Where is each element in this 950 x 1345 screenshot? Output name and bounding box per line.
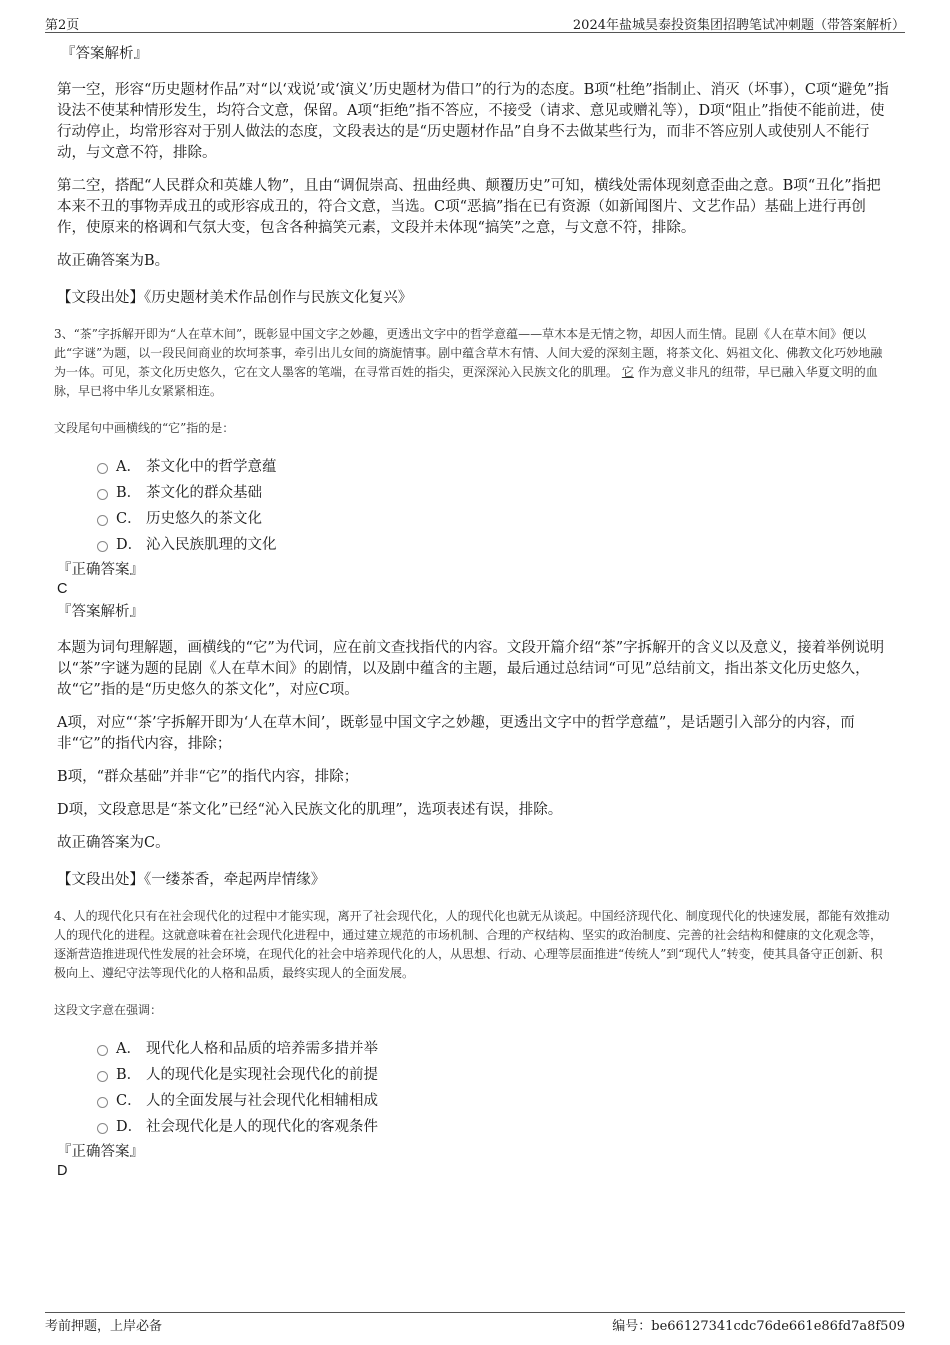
radio-icon[interactable]	[97, 489, 108, 500]
q4-option-c[interactable]: C． 人的全面发展与社会现代化相辅相成	[97, 1086, 892, 1112]
q3-analysis-3: B项，“群众基础”并非“它”的指代内容，排除；	[57, 769, 359, 785]
q3-option-b[interactable]: B． 茶文化的群众基础	[97, 478, 892, 504]
page-number: 第2页	[45, 18, 80, 33]
q4-answer-label: 『正确答案』	[57, 1144, 144, 1160]
q3-prompt: 文段尾句中画横线的“它”指的是：	[54, 421, 235, 435]
radio-icon[interactable]	[97, 463, 108, 474]
q3-passage-after: 作为意义非凡的纽带，早已融入华夏文明的血脉，早已将中华儿女紧紧相连。	[54, 365, 878, 398]
q4-option-d[interactable]: D． 社会现代化是人的现代化的客观条件	[97, 1112, 892, 1138]
footer-slogan: 考前押题，上岸必备	[45, 1319, 163, 1334]
document-title: 2024年盐城昊泰投资集团招聘笔试冲刺题（带答案解析）	[572, 18, 905, 33]
q3-option-d[interactable]: D． 沁入民族肌理的文化	[97, 530, 892, 556]
q4-options	[97, 1034, 892, 1138]
q3-option-a[interactable]: A． 茶文化中的哲学意蕴	[97, 452, 892, 478]
q2-analysis-paragraph-2: 第二空，搭配“人民群众和英雄人物”，且由“调侃崇高、扭曲经典、颠覆历史”可知，横线处需体现刻意歪曲之意。B项“丑化”指把本来不丑的事物弄成丑的或形容成丑的，符合文意，当选。C项“恶搞”指在已有资源（如新闻图片、文艺作品）基础上进行再创作，使原来的格调和气氛大变，包含各种搞笑元素，文段并未体现“搞笑”之意，与文意不符，排除。	[57, 178, 881, 236]
q3-answer: C	[57, 581, 68, 597]
q3-passage	[54, 325, 892, 401]
q3-options	[97, 452, 892, 556]
q3-analysis-4: D项，文段意思是“茶文化”已经“沁入民族文化的肌理”，选项表述有误，排除。	[57, 802, 563, 818]
radio-icon[interactable]	[97, 1045, 108, 1056]
q2-source: 【文段出处】《历史题材美术作品创作与民族文化复兴》	[57, 290, 413, 306]
q3-analysis-2: A项，对应“‘茶’字拆解开即为‘人在草木间’，既彰显中国文字之妙趣，更透出文字中的哲学意蕴”，是话题引入部分的内容，而非“它”的指代内容，排除；	[57, 715, 855, 752]
document-id: 编号：be66127341cdc76de661e86fd7a8f509	[612, 1319, 905, 1334]
q4-prompt: 这段文字意在强调：	[54, 1003, 163, 1017]
q4-option-b[interactable]: B． 人的现代化是实现社会现代化的前提	[97, 1060, 892, 1086]
radio-icon[interactable]	[97, 541, 108, 552]
q2-analysis-conclusion: 故正确答案为B。	[57, 253, 170, 269]
document-body	[54, 44, 892, 1184]
q3-analysis-1: 本题为词句理解题，画横线的“它”为代词，应在前文查找指代的内容。文段开篇介绍“茶”字拆解开的含义以及意义，接着举例说明以“茶”字谜为题的昆剧《人在草木间》的剧情，以及剧中蕴含的主题，最后通过总结词“可见”总结前文，指出茶文化历史悠久，故“它”指的是“历史悠久的茶文化”，对应C项。	[57, 640, 885, 698]
q3-analysis-label: 『答案解析』	[57, 604, 144, 620]
q3-analysis-conclusion: 故正确答案为C。	[57, 835, 170, 851]
q3-answer-label: 『正确答案』	[57, 562, 144, 578]
q3-passage-before: 3、“茶”字拆解开即为“人在草木间”，既彰显中国文字之妙趣，更透出文字中的哲学意蕴——草木本是无情之物，却因人而生情。昆剧《人在草木间》便以此“字谜”为题，以一段民间商业的坎坷茶事，牵引出儿女间的旖旎情事。剧中蕴含草木有情、人间大爱的深刻主题，将茶文化、妈祖文化、佛教文化巧妙地融为一体。可见，茶文化历史悠久，它在文人墨客的笔端，在寻常百姓的指尖，更深深沁入民族文化的肌理。	[54, 327, 883, 379]
page-footer	[45, 1312, 905, 1333]
q4-answer: D	[57, 1163, 68, 1179]
page-header	[45, 12, 905, 33]
q3-source: 【文段出处】《一缕茶香，牵起两岸情缘》	[57, 872, 326, 888]
radio-icon[interactable]	[97, 1123, 108, 1134]
radio-icon[interactable]	[97, 515, 108, 526]
q3-option-c[interactable]: C． 历史悠久的茶文化	[97, 504, 892, 530]
radio-icon[interactable]	[97, 1097, 108, 1108]
q4-passage: 4、人的现代化只有在社会现代化的过程中才能实现，离开了社会现代化，人的现代化也就无从谈起。中国经济现代化、制度现代化的快速发展，都能有效推动人的现代化的进程。这就意味着在社会现代化进程中，通过建立规范的市场机制、合理的产权结构、坚实的政治制度、完善的社会结构和健康的文化观念等，逐渐营造推进现代性发展的社会环境，在现代化的社会中培养现代化的人，从思想、行动、心理等层面推进“传统人”到“现代人”转变，使其具备守正创新、积极向上、遵纪守法等现代化的人格和品质，最终实现人的全面发展。	[54, 909, 890, 980]
q2-analysis-label: 『答案解析』	[61, 46, 148, 62]
q4-option-a[interactable]: A． 现代化人格和品质的培养需多措并举	[97, 1034, 892, 1060]
q2-analysis-paragraph-1: 第一空，形容“历史题材作品”对“以‘戏说’或‘演义’历史题材为借口”的行为的态度。B项“杜绝”指制止、消灭（坏事），C项“避免”指设法不使某种情形发生，均符合文意，保留。A项“拒绝”指不答应，不接受（请求、意见或赠礼等），D项“阻止”指使不能前进，使行动停止，均常形容对于别人做法的态度，文段表达的是“历史题材作品”自身不去做某些行为，而非不答应别人或使别人不能行动，与文意不符，排除。	[57, 82, 889, 161]
q3-underlined-word: 它	[621, 365, 634, 379]
radio-icon[interactable]	[97, 1071, 108, 1082]
